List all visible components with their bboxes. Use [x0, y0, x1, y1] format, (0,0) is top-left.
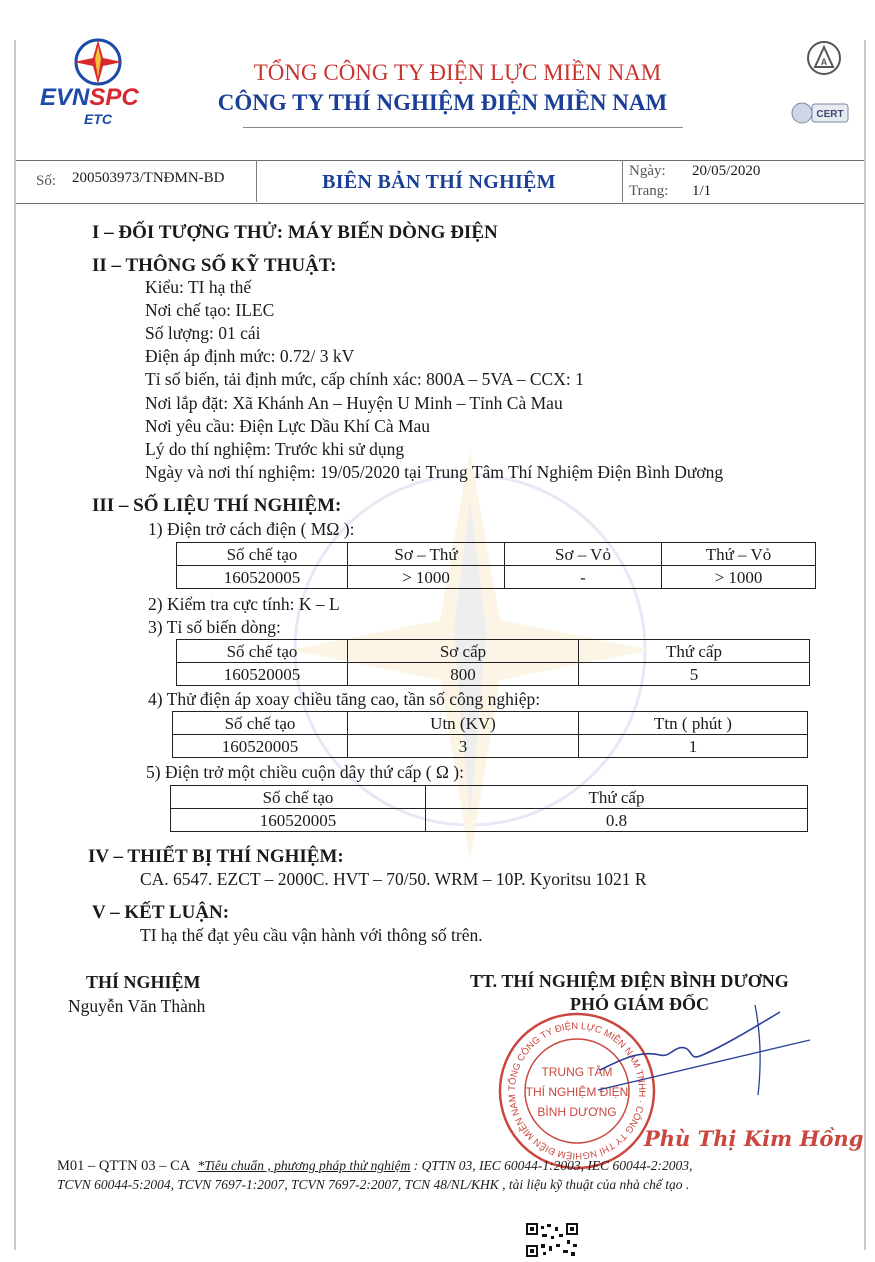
voltage-table: [172, 711, 808, 758]
spec-line: Điện áp định mức: 0.72/ 3 kV: [145, 346, 355, 366]
date-value: 20/05/2020: [692, 163, 761, 179]
page-value: 1/1: [692, 183, 712, 199]
logo-text: EVNSPC: [40, 84, 139, 111]
parent-company-title: TỔNG CÔNG TY ĐIỆN LỰC MIỀN NAM: [253, 60, 662, 85]
spec-line: Nơi yêu cầu: Điện Lực Dầu Khí Cà Mau: [145, 416, 431, 436]
table-cell: 160520005: [173, 735, 348, 758]
cert-badge-icon: [790, 98, 850, 128]
test-item-5: 5) Điện trở một chiều cuộn dây thứ cấp ( Ω ):: [146, 762, 464, 782]
section-3-title: III – SỐ LIỆU THÍ NGHIỆM:: [92, 495, 342, 516]
spec-line: Tỉ số biến, tải định mức, cấp chính xác: 800A – 5VA – CCX: 1: [145, 369, 584, 389]
document-title: BIÊN BẢN THÍ NGHIỆM: [322, 171, 556, 193]
tester-name: Nguyễn Văn Thành: [68, 996, 206, 1016]
table-header: Thứ – Vỏ: [662, 543, 816, 566]
section-2-title: II – THÔNG SỐ KỸ THUẬT:: [92, 255, 337, 276]
table-cell: 800: [348, 663, 579, 686]
equipment-list: CA. 6547. EZCT – 2000C. HVT – 70/50. WRM – 10P. Kyoritsu 1021 R: [140, 869, 647, 889]
table-header: Ttn ( phút ): [579, 712, 808, 735]
spec-line: Số lượng: 01 cái: [145, 323, 261, 343]
table-header: Utn (KV): [348, 712, 579, 735]
table-cell: 160520005: [171, 809, 426, 832]
table-cell: 0.8: [426, 809, 808, 832]
svg-text:BÌNH DƯƠNG: BÌNH DƯƠNG: [537, 1105, 617, 1119]
date-label: Ngày:: [629, 163, 666, 179]
approver-org: TT. THÍ NGHIỆM ĐIỆN BÌNH DƯƠNG: [470, 971, 789, 991]
svg-text:TRUNG TÂM: TRUNG TÂM: [541, 1065, 613, 1079]
footer-standards-cont: TCVN 60044-5:2004, TCVN 7697-1:2007, TCVN 7697-2:2007, TCN 48/NL/KHK , tài liệu kỹ thuật của nhà chế tạo .: [57, 1177, 690, 1192]
section-1-title: I – ĐỐI TƯỢNG THỬ: MÁY BIẾN DÒNG ĐIỆN: [92, 222, 498, 243]
approver-name: Phù Thị Kim Hồng: [644, 1126, 864, 1151]
table-cell: > 1000: [348, 566, 505, 589]
svg-text:TỔNG CÔNG TY ĐIỆN LỰC MIỀN NAM: TỔNG CÔNG TY ĐIỆN LỰC MIỀN NAM TNHH · CÔNG TY THÍ NGHIỆM ĐIỆN MIỀN NAM: [506, 1020, 648, 1162]
test-item-2: 2) Kiểm tra cực tính: K – L: [148, 594, 340, 614]
svg-text:CERT: CERT: [816, 109, 844, 120]
table-cell: 160520005: [177, 663, 348, 686]
table-header: Thứ cấp: [426, 786, 808, 809]
spec-line: Lý do thí nghiệm: Trước khi sử dụng: [145, 439, 405, 459]
tester-title: THÍ NGHIỆM: [86, 972, 201, 992]
svg-text:A: A: [820, 57, 828, 67]
insulation-table: [176, 542, 816, 589]
section-4-title: IV – THIẾT BỊ THÍ NGHIỆM:: [88, 846, 344, 867]
company-title: CÔNG TY THÍ NGHIỆM ĐIỆN MIỀN NAM: [217, 90, 668, 115]
table-header: Sơ – Thứ: [348, 543, 505, 566]
logo-subtext: ETC: [84, 111, 112, 127]
table-header: Số chế tạo: [177, 640, 348, 663]
bar-divider: [622, 160, 623, 202]
table-cell: 5: [579, 663, 810, 686]
table-header: Thứ cấp: [579, 640, 810, 663]
ratio-table: [176, 639, 810, 686]
table-cell: 160520005: [177, 566, 348, 589]
page-border-left: [14, 40, 16, 1250]
table-cell: 1: [579, 735, 808, 758]
header-divider: [243, 127, 683, 128]
table-header: Số chế tạo: [173, 712, 348, 735]
page-border-right: [864, 40, 866, 1250]
conclusion-text: TI hạ thế đạt yêu cầu vận hành với thông số trên.: [140, 925, 483, 945]
footer-standards: M01 – QTTN 03 – CA *Tiêu chuẩn , phương pháp thử nghiệm : QTTN 03, IEC 60044-1:2003, IEC 60044-2:2003,: [57, 1158, 693, 1174]
test-item-1: 1) Điện trở cách điện ( MΩ ):: [148, 519, 355, 539]
doc-number-label: Số:: [36, 173, 57, 189]
table-header: Số chế tạo: [171, 786, 426, 809]
doc-number: 200503973/TNĐMN-BD: [72, 170, 225, 186]
qr-code-icon: [525, 1222, 579, 1258]
svg-text:THÍ NGHIỆM ĐIỆN: THÍ NGHIỆM ĐIỆN: [525, 1085, 629, 1099]
page-label: Trang:: [629, 183, 669, 199]
spec-line: Kiểu: TI hạ thế: [145, 277, 252, 297]
table-header: Số chế tạo: [177, 543, 348, 566]
resistance-table: [170, 785, 808, 832]
table-header: Sơ cấp: [348, 640, 579, 663]
test-item-3: 3) Tỉ số biến dòng:: [148, 617, 281, 637]
spec-line: Nơi lắp đặt: Xã Khánh An – Huyện U Minh – Tỉnh Cà Mau: [145, 393, 563, 413]
table-cell: > 1000: [662, 566, 816, 589]
test-item-4: 4) Thử điện áp xoay chiều tăng cao, tần số công nghiệp:: [148, 689, 541, 709]
approver-title: PHÓ GIÁM ĐỐC: [570, 994, 709, 1014]
spec-line: Ngày và nơi thí nghiệm: 19/05/2020 tại Trung Tâm Thí Nghiệm Điện Bình Dương: [145, 462, 724, 482]
section-5-title: V – KẾT LUẬN:: [92, 902, 230, 923]
table-cell: -: [505, 566, 662, 589]
spec-line: Nơi chế tạo: ILEC: [145, 300, 275, 320]
handwritten-signature: [580, 1000, 820, 1100]
table-cell: 3: [348, 735, 579, 758]
table-header: Sơ – Vỏ: [505, 543, 662, 566]
certification-icon: [806, 40, 842, 76]
